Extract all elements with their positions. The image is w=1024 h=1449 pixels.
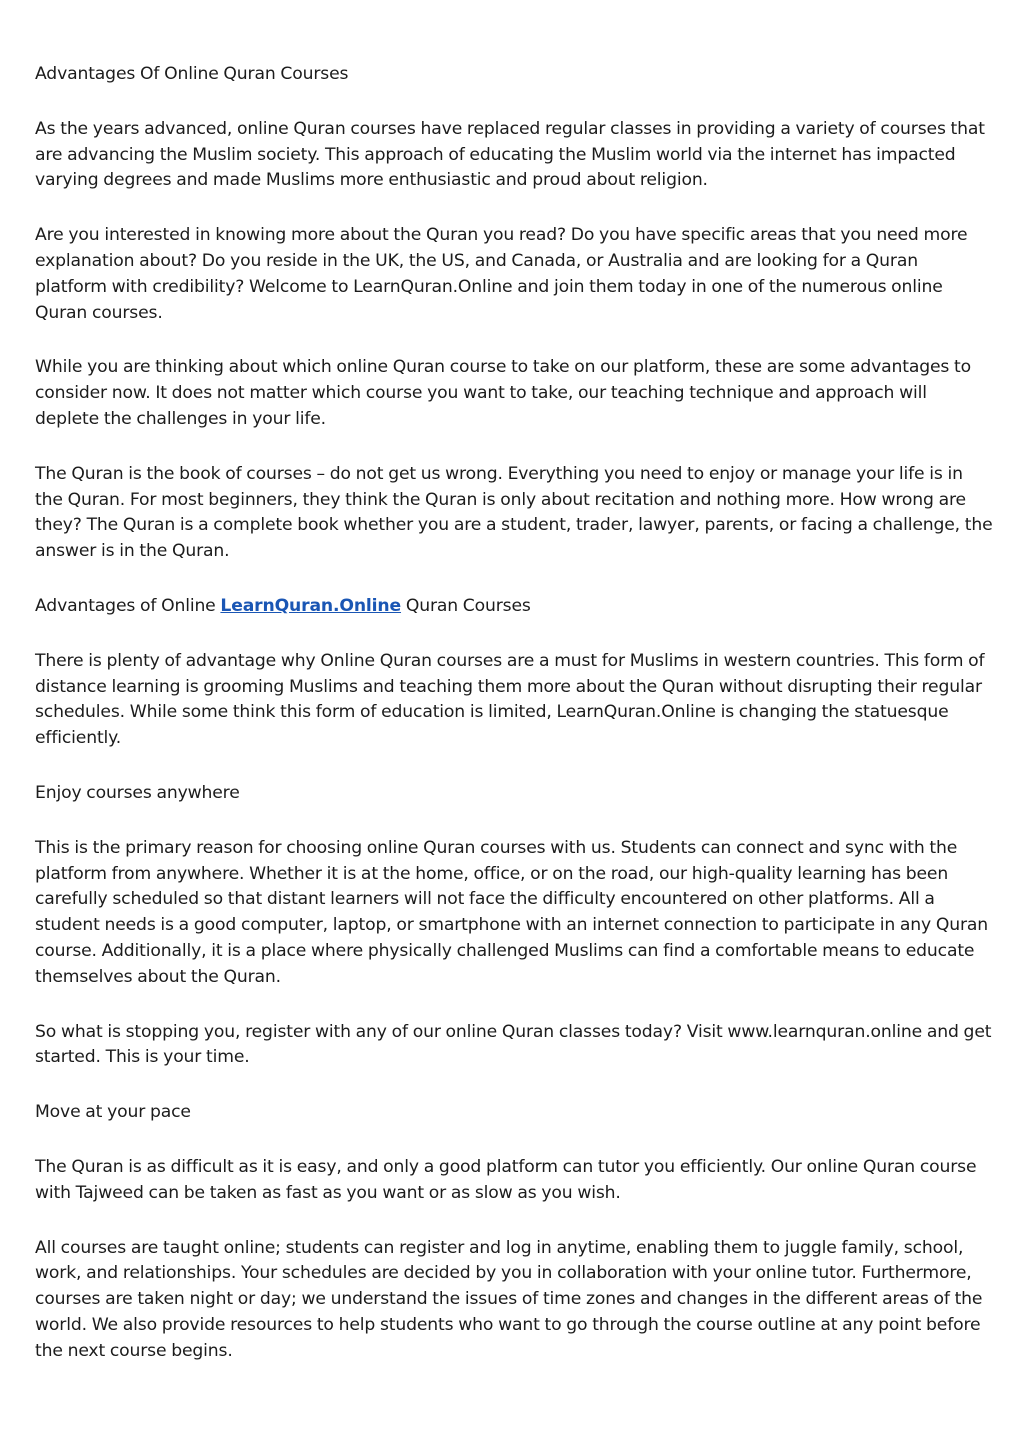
heading-text-after: Quran Courses	[401, 595, 531, 616]
paragraph-primary-reason: This is the primary reason for choosing online Quran courses with us. Students can connect and sync with the platform from anywhere. Whether it is at the home, office, or on the road, our high-quality learning has been carefully scheduled so that distant learners will not face the difficulty encountered on other platforms. All a student needs is a good computer, laptop, or smartphone with an internet connection to participate in any Quran course. Additionally, it is a place where physically challenged Muslims can find a comfortable means to educate themselves about the Quran.	[35, 837, 989, 987]
document-body	[35, 62, 993, 1393]
paragraph-all-courses: All courses are taught online; students can register and log in anytime, enabling them to juggle family, school, work, and relationships. Your schedules are decided by you in collaboration with your online tutor. Furthermore, courses are taken night or day; we understand the issues of time zones and changes in the different areas of the world. We also provide resources to help students who want to go through the course outline at any point before the next course begins.	[35, 1237, 983, 1361]
paragraph-difficult-easy: The Quran is as difficult as it is easy, and only a good platform can tutor you efficiently. Our online Quran course with Tajweed can be taken as fast as you want or as slow as you wish.	[35, 1156, 977, 1203]
paragraph-register: So what is stopping you, register with any of our online Quran classes today? Visit www.learnquran.online and get started. This is your time.	[35, 1021, 992, 1068]
paragraph-interested: Are you interested in knowing more about the Quran you read? Do you have specific areas that you need more explanation about? Do you reside in the UK, the US, and Canada, or Australia and are looking for a Quran platform with credibility? Welcome to LearnQuran.Online and join them today in one of the numerous online Quran courses.	[35, 225, 968, 323]
paragraph-book-of-courses: The Quran is the book of courses – do not get us wrong. Everything you need to enjoy or manage your life is in the Quran. For most beginners, they think the Quran is only about recitation and nothing more. How wrong are they? The Quran is a complete book whether you are a student, trader, lawyer, parents, or facing a challenge, the answer is in the Quran.	[35, 463, 993, 562]
heading-enjoy-anywhere: Enjoy courses anywhere	[35, 782, 240, 803]
paragraph-plenty-advantage: There is plenty of advantage why Online Quran courses are a must for Muslims in western countries. This form of distance learning is grooming Muslims and teaching them more about the Quran without disrupting their regular schedules. While some think this form of education is limited, LearnQuran.Online is changing the statuesque efficiently.	[35, 650, 985, 749]
paragraph-intro: As the years advanced, online Quran courses have replaced regular classes in providing a variety of courses that are advancing the Muslim society. This approach of educating the Muslim world via the internet has impacted varying degrees and made Muslims more enthusiastic and proud about religion.	[35, 118, 985, 191]
paragraph-thinking: While you are thinking about which online Quran course to take on our platform, these are some advantages to consider now. It does not matter which course you want to take, our teaching technique and approach will deplete the challenges in your life.	[35, 357, 971, 429]
heading-advantages-learnquran	[35, 594, 993, 620]
heading-text-before: Advantages of Online	[35, 595, 221, 616]
learnquran-link[interactable]: LearnQuran.Online	[220, 595, 402, 616]
heading-move-pace: Move at your pace	[35, 1102, 191, 1123]
heading-advantages: Advantages Of Online Quran Courses	[35, 64, 349, 84]
